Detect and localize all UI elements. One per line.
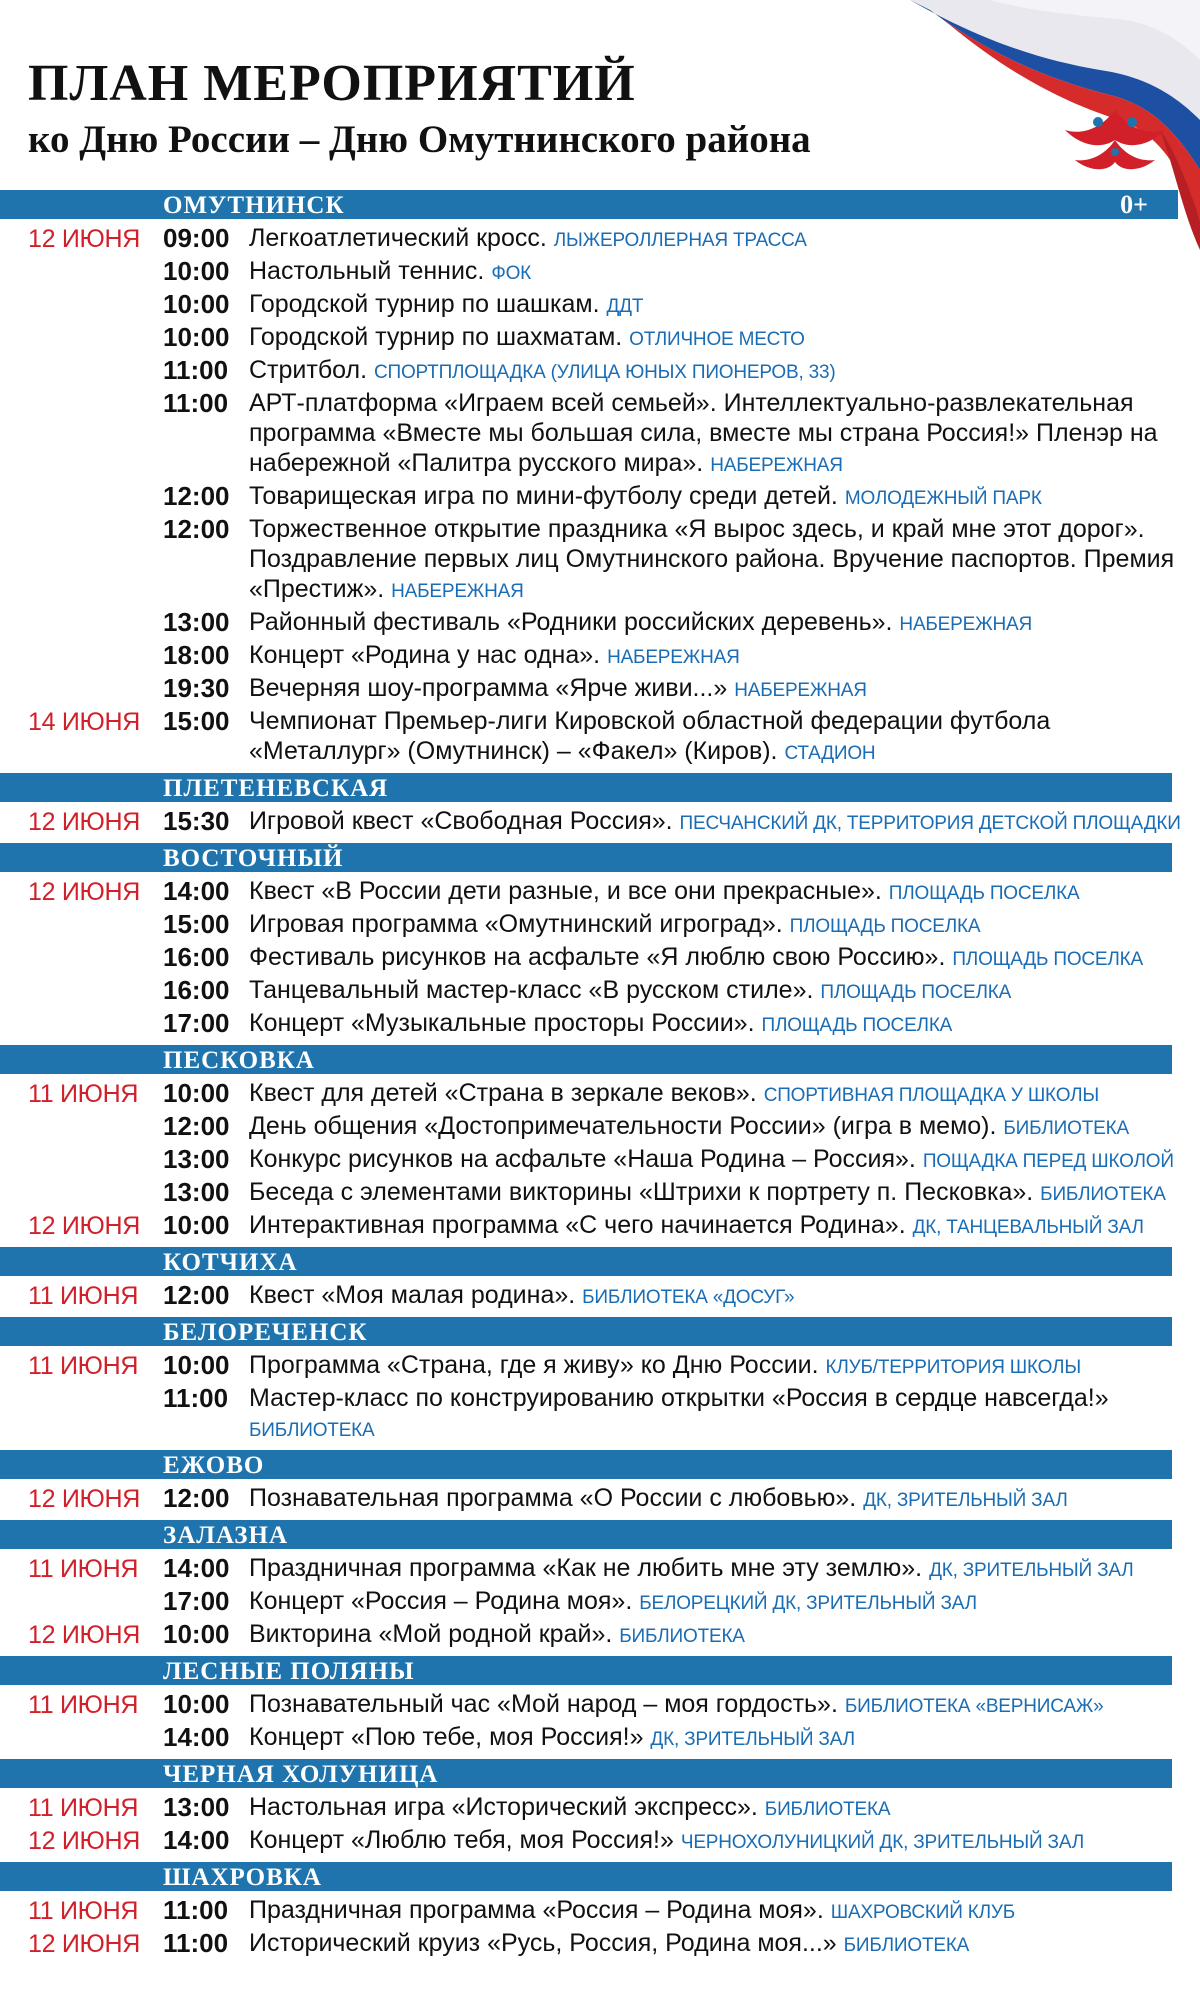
section-title: ОМУТНИНСК (163, 192, 345, 219)
event-row (0, 1483, 1200, 1516)
age-rating-badge: 0+ (1120, 190, 1148, 219)
event-date: 11 ИЮНЯ (28, 1691, 139, 1719)
event-row (0, 1280, 1200, 1313)
event-time: 13:00 (163, 607, 230, 637)
event-time: 15:00 (163, 909, 230, 939)
event-title: Квест «В России дети разные, и все они прекрасные». (249, 877, 889, 905)
event-title: Чемпионат Премьер-лиги Кировской областной федерации футбола «Металлург» (Омутнинск) – «Факел» (Киров). (249, 707, 1051, 765)
event-venue: НАБЕРЕЖНАЯ (734, 680, 867, 701)
event-title: Интерактивная программа «С чего начинается Родина». (249, 1211, 913, 1239)
event-description (249, 1792, 1200, 1825)
event-title: Городской турнир по шашкам. (249, 290, 607, 318)
event-row (0, 388, 1200, 481)
event-description (249, 1586, 1200, 1619)
day-group (0, 1895, 1200, 1928)
event-venue: БИБЛИОТЕКА (764, 1799, 891, 1820)
event-venue: КЛУБ/ТЕРРИТОРИЯ ШКОЛЫ (825, 1357, 1081, 1378)
event-title: Легкоатлетический кросс. (249, 224, 554, 252)
header (0, 0, 1200, 190)
event-description (249, 806, 1200, 839)
event-time: 16:00 (163, 942, 230, 972)
event-date: 12 ИЮНЯ (28, 225, 140, 253)
event-description (249, 256, 1200, 289)
event-time: 18:00 (163, 640, 230, 670)
event-venue: СПОРТИВНАЯ ПЛОЩАДКА У ШКОЛЫ (763, 1085, 1099, 1106)
event-date: 11 ИЮНЯ (28, 1897, 139, 1925)
event-venue: ДК, ЗРИТЕЛЬНЫЙ ЗАЛ (863, 1490, 1068, 1511)
event-description (249, 706, 1200, 769)
page-title: ПЛАН МЕРОПРИЯТИЙ (28, 55, 636, 112)
event-title: АРТ-платформа «Играем всей семьей». Интеллектуально-развлекательная программа «Вместе мы большая сила, вместе мы страна Россия!» Пленэр на набережной «Палитра русского мира». (249, 389, 1158, 477)
event-row (0, 1619, 1200, 1652)
event-description (249, 1825, 1200, 1858)
day-group (0, 1792, 1200, 1825)
event-venue: ПЛОЩАДЬ ПОСЕЛКА (820, 982, 1012, 1003)
section-header (0, 1759, 1172, 1788)
section-title: ШАХРОВКА (163, 1864, 322, 1891)
event-time: 17:00 (163, 1586, 230, 1616)
event-title: Программа «Страна, где я живу» ко Дню России. (249, 1351, 826, 1379)
event-description (249, 1928, 1200, 1961)
event-time: 13:00 (163, 1177, 230, 1207)
event-venue: ПЛОЩАДЬ ПОСЕЛКА (952, 949, 1144, 970)
event-title: Праздничная программа «Россия – Родина моя». (249, 1896, 831, 1924)
event-description (249, 1689, 1200, 1722)
event-row (0, 1928, 1200, 1961)
day-group (0, 806, 1200, 839)
event-description (249, 322, 1200, 355)
event-venue: ОТЛИЧНОЕ МЕСТО (629, 329, 805, 350)
event-title: Концерт «Люблю тебя, моя Россия!» (249, 1826, 681, 1854)
event-venue: ПОЩАДКА ПЕРЕД ШКОЛОЙ (922, 1151, 1174, 1172)
event-row (0, 1177, 1200, 1210)
event-description (249, 1619, 1200, 1652)
event-description (249, 1144, 1200, 1177)
event-row (0, 1825, 1200, 1858)
section-header (0, 1045, 1172, 1074)
event-description (249, 1111, 1200, 1144)
event-time: 10:00 (163, 1350, 230, 1380)
day-group (0, 1280, 1200, 1313)
event-title: Игровая программа «Омутнинский игроград». (249, 910, 790, 938)
event-row (0, 1895, 1200, 1928)
event-time: 10:00 (163, 289, 230, 319)
event-row (0, 223, 1200, 256)
event-date: 12 ИЮНЯ (28, 1485, 140, 1513)
event-description (249, 1553, 1200, 1586)
section-header (0, 773, 1172, 802)
event-venue: ДК, ЗРИТЕЛЬНЫЙ ЗАЛ (929, 1560, 1134, 1581)
event-title: Познавательный час «Мой народ – моя гордость». (249, 1690, 845, 1718)
event-description (249, 1350, 1200, 1383)
event-description (249, 1210, 1200, 1243)
section-title: ВОСТОЧНЫЙ (163, 845, 344, 872)
event-time: 15:00 (163, 706, 230, 736)
section-title: КОТЧИХА (163, 1249, 298, 1276)
day-group (0, 1553, 1200, 1619)
event-description (249, 355, 1200, 388)
event-date: 12 ИЮНЯ (28, 1212, 140, 1240)
event-title: Городской турнир по шахматам. (249, 323, 630, 351)
section-title: ПЛЕТЕНЕВСКАЯ (163, 775, 389, 802)
event-description (249, 514, 1200, 607)
day-group (0, 876, 1200, 1041)
event-title: Торжественное открытие праздника «Я вырос здесь, и край мне этот дорог». Поздравление первых лиц Омутнинского района. Вручение паспортов. Премия «Престиж». (249, 515, 1175, 603)
event-venue: НАБЕРЕЖНАЯ (391, 581, 524, 602)
event-row (0, 1350, 1200, 1383)
event-venue: МОЛОДЕЖНЫЙ ПАРК (844, 488, 1042, 509)
event-date: 12 ИЮНЯ (28, 808, 140, 836)
event-title: Концерт «Музыкальные просторы России». (249, 1009, 762, 1037)
section-header (0, 1317, 1172, 1346)
event-date: 11 ИЮНЯ (28, 1794, 139, 1822)
event-venue: БИБЛИОТЕКА (1003, 1118, 1129, 1139)
event-description (249, 909, 1200, 942)
event-time: 15:30 (163, 806, 230, 836)
event-title: Квест «Моя малая родина». (249, 1281, 583, 1309)
event-time: 12:00 (163, 1280, 230, 1310)
day-group (0, 1689, 1200, 1755)
section-header (0, 1862, 1172, 1891)
event-time: 14:00 (163, 876, 230, 906)
section-header (0, 1656, 1172, 1685)
event-time: 17:00 (163, 1008, 230, 1038)
event-venue: НАБЕРЕЖНАЯ (899, 614, 1032, 635)
event-row (0, 706, 1200, 769)
event-row (0, 975, 1200, 1008)
event-date: 12 ИЮНЯ (28, 1827, 140, 1855)
section-title: ЛЕСНЫЕ ПОЛЯНЫ (163, 1658, 415, 1685)
event-row (0, 514, 1200, 607)
event-venue: ДДТ (606, 296, 644, 317)
folk-ornament-icon (1060, 100, 1170, 180)
event-venue: ПЛОЩАДЬ ПОСЕЛКА (789, 916, 981, 937)
event-venue: ДК, ЗРИТЕЛЬНЫЙ ЗАЛ (650, 1729, 855, 1750)
event-title: Настольная игра «Исторический экспресс». (249, 1793, 765, 1821)
event-description (249, 942, 1200, 975)
event-description (249, 607, 1200, 640)
event-date: 11 ИЮНЯ (28, 1555, 139, 1583)
event-venue: БИБЛИОТЕКА (619, 1626, 745, 1647)
event-title: Мастер-класс по конструированию открытки «Россия в сердце навсегда!» (249, 1384, 1109, 1412)
section-header (0, 843, 1172, 872)
event-time: 11:00 (163, 1895, 229, 1925)
event-description (249, 1078, 1200, 1111)
event-time: 16:00 (163, 975, 230, 1005)
event-time: 12:00 (163, 481, 230, 511)
event-time: 14:00 (163, 1553, 230, 1583)
event-time: 13:00 (163, 1792, 230, 1822)
event-venue: ПЕСЧАНСКИЙ ДК, ТЕРРИТОРИЯ ДЕТСКОЙ ПЛОЩАДКИ (679, 813, 1181, 834)
event-venue: ПЛОЩАДЬ ПОСЕЛКА (761, 1015, 953, 1036)
day-group (0, 223, 1200, 706)
event-row (0, 1078, 1200, 1111)
event-title: Квест для детей «Страна в зеркале веков». (249, 1079, 764, 1107)
event-description (249, 223, 1200, 256)
event-time: 12:00 (163, 1483, 230, 1513)
event-description (249, 1177, 1200, 1210)
section-header (0, 190, 1178, 219)
day-group (0, 1825, 1200, 1858)
page-subtitle: ко Дню России – Дню Омутнинского района (28, 118, 811, 161)
event-title: Товарищеская игра по мини-футболу среди детей. (249, 482, 845, 510)
event-schedule (0, 190, 1200, 1961)
event-date: 11 ИЮНЯ (28, 1080, 139, 1108)
event-time: 19:30 (163, 673, 230, 703)
event-date: 12 ИЮНЯ (28, 1930, 140, 1958)
event-description (249, 481, 1200, 514)
event-date: 12 ИЮНЯ (28, 1621, 140, 1649)
event-title: Конкурс рисунков на асфальте «Наша Родина – Россия». (249, 1145, 923, 1173)
event-time: 14:00 (163, 1825, 230, 1855)
event-row (0, 289, 1200, 322)
event-time: 14:00 (163, 1722, 230, 1752)
event-row (0, 909, 1200, 942)
event-time: 09:00 (163, 223, 230, 253)
day-group (0, 1350, 1200, 1446)
event-time: 12:00 (163, 1111, 230, 1141)
event-venue: ЧЕРНОХОЛУНИЦКИЙ ДК, ЗРИТЕЛЬНЫЙ ЗАЛ (680, 1832, 1084, 1853)
event-venue: БЕЛОРЕЦКИЙ ДК, ЗРИТЕЛЬНЫЙ ЗАЛ (639, 1593, 977, 1614)
event-time: 10:00 (163, 1210, 230, 1240)
event-title: Викторина «Мой родной край». (249, 1620, 620, 1648)
day-group (0, 1928, 1200, 1961)
event-row (0, 1008, 1200, 1041)
event-venue: ДК, ТАНЦЕВАЛЬНЫЙ ЗАЛ (912, 1217, 1144, 1238)
event-time: 11:00 (163, 355, 229, 385)
event-description (249, 1722, 1200, 1755)
event-title: Исторический круиз «Русь, Россия, Родина моя...» (249, 1929, 844, 1957)
event-row (0, 607, 1200, 640)
event-row (0, 1553, 1200, 1586)
section-header (0, 1520, 1172, 1549)
section-title: БЕЛОРЕЧЕНСК (163, 1319, 368, 1346)
event-title: Районный фестиваль «Родники российских деревень». (249, 608, 900, 636)
event-time: 10:00 (163, 322, 230, 352)
event-venue: НАБЕРЕЖНАЯ (710, 455, 843, 476)
event-title: Настольный теннис. (249, 257, 492, 285)
event-title: Концерт «Родина у нас одна». (249, 641, 608, 669)
event-venue: ШАХРОВСКИЙ КЛУБ (830, 1902, 1016, 1923)
event-venue: ЛЫЖЕРОЛЛЕРНАЯ ТРАССА (553, 230, 807, 251)
day-group (0, 1619, 1200, 1652)
event-row (0, 876, 1200, 909)
event-description (249, 289, 1200, 322)
event-description (249, 640, 1200, 673)
event-row (0, 1111, 1200, 1144)
event-venue: БИБЛИОТЕКА «ДОСУГ» (582, 1287, 795, 1308)
event-venue: ФОК (491, 263, 532, 284)
section-header (0, 1247, 1172, 1276)
event-date: 12 ИЮНЯ (28, 878, 140, 906)
event-date: 14 ИЮНЯ (28, 708, 140, 736)
event-date: 11 ИЮНЯ (28, 1352, 139, 1380)
event-description (249, 1008, 1200, 1041)
event-description (249, 673, 1200, 706)
event-title: Концерт «Пою тебе, моя Россия!» (249, 1723, 651, 1751)
event-venue: СТАДИОН (784, 743, 876, 764)
event-description (249, 1483, 1200, 1516)
event-title: Фестиваль рисунков на асфальте «Я люблю свою Россию». (249, 943, 953, 971)
section-title: ЗАЛАЗНА (163, 1522, 289, 1549)
event-venue: НАБЕРЕЖНАЯ (607, 647, 740, 668)
day-group (0, 1483, 1200, 1516)
event-time: 13:00 (163, 1144, 230, 1174)
event-description (249, 1383, 1200, 1446)
event-time: 11:00 (163, 388, 229, 418)
event-row (0, 355, 1200, 388)
event-title: Концерт «Россия – Родина моя». (249, 1587, 640, 1615)
event-time: 10:00 (163, 1689, 230, 1719)
event-venue: БИБЛИОТЕКА (1040, 1184, 1166, 1205)
event-row (0, 942, 1200, 975)
section-title: ЕЖОВО (163, 1452, 265, 1479)
event-time: 11:00 (163, 1383, 229, 1413)
day-group (0, 1078, 1200, 1210)
section-title: ПЕСКОВКА (163, 1047, 315, 1074)
event-row (0, 1586, 1200, 1619)
event-title: Игровой квест «Свободная Россия». (249, 807, 680, 835)
event-row (0, 806, 1200, 839)
event-venue: СПОРТПЛОЩАДКА (УЛИЦА ЮНЫХ ПИОНЕРОВ, 33) (373, 362, 836, 383)
event-venue: БИБЛИОТЕКА «ВЕРНИСАЖ» (844, 1696, 1104, 1717)
event-description (249, 388, 1200, 481)
event-time: 10:00 (163, 1619, 230, 1649)
event-venue: БИБЛИОТЕКА (249, 1420, 375, 1441)
event-row (0, 1210, 1200, 1243)
event-description (249, 975, 1200, 1008)
event-row (0, 673, 1200, 706)
day-group (0, 706, 1200, 769)
event-row (0, 1383, 1200, 1446)
event-title: День общения «Достопримечательности России» (игра в мемо). (249, 1112, 1004, 1140)
day-group (0, 1210, 1200, 1243)
event-venue: БИБЛИОТЕКА (843, 1935, 970, 1956)
event-time: 12:00 (163, 514, 230, 544)
event-row (0, 256, 1200, 289)
event-title: Стритбол. (249, 356, 374, 384)
event-description (249, 1895, 1200, 1928)
event-time: 11:00 (163, 1928, 229, 1958)
event-row (0, 640, 1200, 673)
event-title: Праздничная программа «Как не любить мне эту землю». (249, 1554, 930, 1582)
event-title: Беседа с элементами викторины «Штрихи к портрету п. Песковка». (249, 1178, 1041, 1206)
event-description (249, 1280, 1200, 1313)
event-row (0, 1792, 1200, 1825)
event-row (0, 1144, 1200, 1177)
event-row (0, 322, 1200, 355)
event-venue: ПЛОЩАДЬ ПОСЕЛКА (888, 883, 1080, 904)
event-row (0, 1689, 1200, 1722)
event-time: 10:00 (163, 256, 230, 286)
event-time: 10:00 (163, 1078, 230, 1108)
section-header (0, 1450, 1172, 1479)
event-description (249, 876, 1200, 909)
event-title: Вечерняя шоу-программа «Ярче живи...» (249, 674, 735, 702)
event-row (0, 481, 1200, 514)
event-date: 11 ИЮНЯ (28, 1282, 139, 1310)
section-title: ЧЕРНАЯ ХОЛУНИЦА (163, 1761, 439, 1788)
event-row (0, 1722, 1200, 1755)
event-title: Танцевальный мастер-класс «В русском стиле». (249, 976, 821, 1004)
event-title: Познавательная программа «О России с любовью». (249, 1484, 864, 1512)
